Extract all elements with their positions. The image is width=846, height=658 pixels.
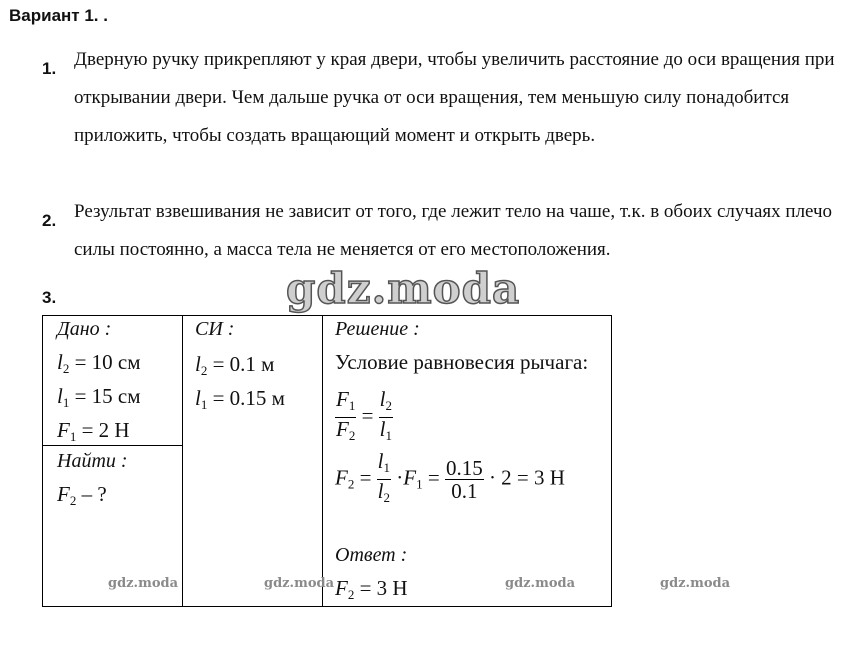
given-f1: $F_1 = 2$ Н <box>57 418 130 444</box>
variant-title: Вариант 1. . <box>9 6 108 25</box>
item-number: 1. <box>42 59 57 78</box>
answer-header: Ответ : <box>335 544 408 566</box>
item-number: 3. <box>42 288 57 307</box>
equilibrium-condition: Условие равновесия рычага: <box>335 350 589 374</box>
watermark-small: gdz.moda <box>108 576 179 591</box>
given-l2: $l_2 = 10$ см <box>57 350 141 376</box>
item-text: Дверную ручку прикрепляют у края двери, чтобы увеличить расстояние до оси вращения при открывании двери. Чем дальше ручка от оси вращения, тем меньшую силу понадобится приложить, чтобы создать вращающий момент и открыть дверь. <box>74 49 835 146</box>
find-f2: $F_2$ – ? <box>57 482 107 508</box>
watermark-small: gdz.moda <box>505 576 576 591</box>
solution-header: Решение : <box>335 318 420 340</box>
watermark-logo: gdz.moda <box>286 264 521 313</box>
answer-item-2 <box>42 193 842 269</box>
column-divider <box>322 316 323 606</box>
given-l1: $l_1 = 15$ см <box>57 384 141 410</box>
item-number: 2. <box>42 211 57 230</box>
si-l2: $l_2 = 0.1$ м <box>195 352 275 378</box>
answer-item-1 <box>42 41 842 155</box>
solution-table <box>42 315 612 607</box>
watermark-small: gdz.moda <box>660 576 731 591</box>
si-l1: $l_1 = 0.15$ м <box>195 386 285 412</box>
row-divider <box>43 445 182 446</box>
column-divider <box>182 316 183 606</box>
watermark-small: gdz.moda <box>264 576 335 591</box>
find-header: Найти : <box>57 450 128 472</box>
lever-equation: $\frac{F_1}{F_2}$ = $\frac{l_2}{l_1}$ <box>336 387 393 443</box>
item-text: Результат взвешивания не зависит от того, где лежит тело на чаше, т.к. в обоих случаях плечо силы постоянно, а масса тела не меняется от его местоположения. <box>74 201 833 260</box>
force-calculation: $F_2$ = $\frac{l_1}{l_2}$ $\cdot F_1$ = $\frac{0.15}{0.1}$ · 2 = 3 Н <box>335 449 565 505</box>
given-header: Дано : <box>57 318 112 340</box>
si-header: СИ : <box>195 318 235 340</box>
answer-value: $F_2 = 3$ Н <box>335 576 408 602</box>
